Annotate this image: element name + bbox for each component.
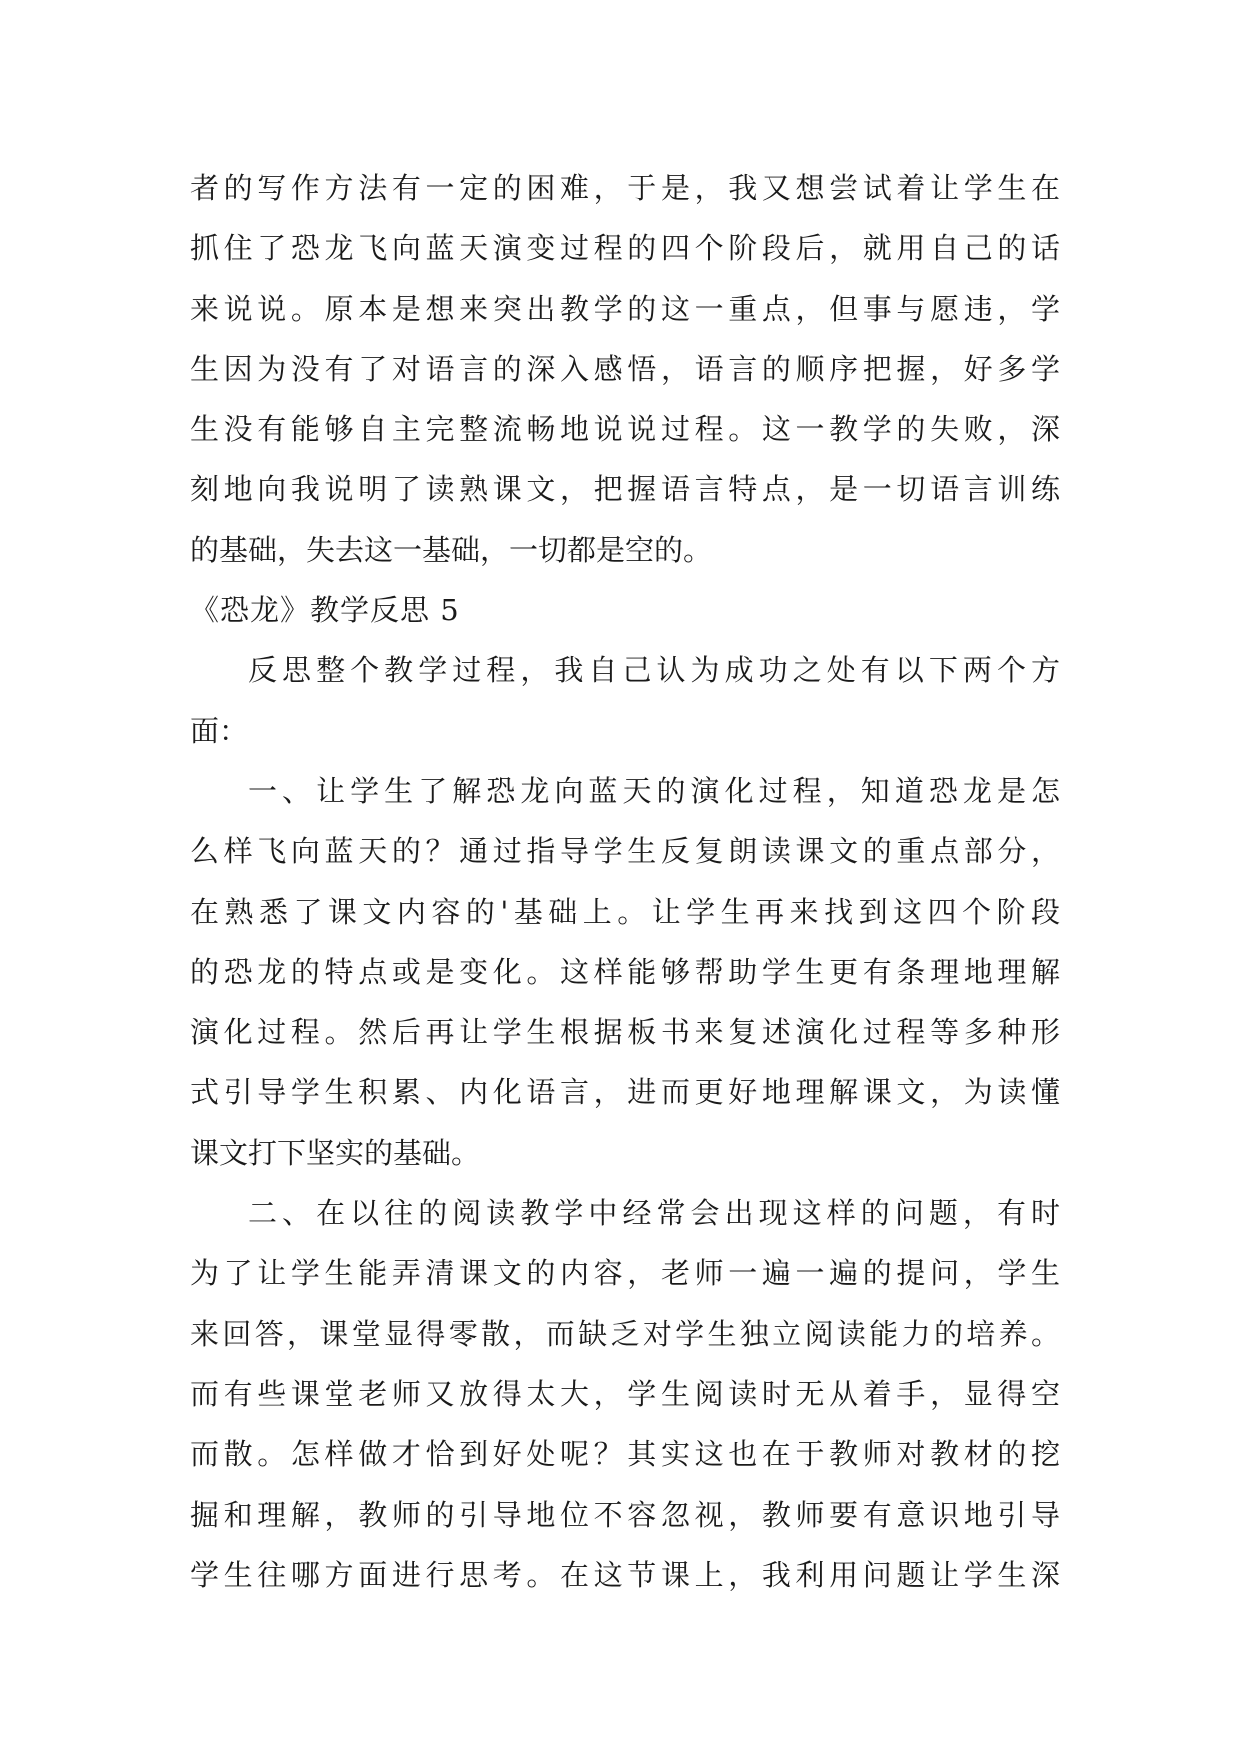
text-line: 面： <box>190 713 249 748</box>
text-line: 刻地向我说明了读熟课文，把握语言特点，是一切语言训练 <box>190 472 1060 507</box>
text-line: 而散。怎样做才恰到好处呢？其实这也在于教师对教材的挖 <box>190 1437 1060 1472</box>
text-line: 式引导学生积累、内化语言，进而更好地理解课文，为读懂 <box>190 1075 1060 1110</box>
text-line: 二、在以往的阅读教学中经常会出现这样的问题，有时 <box>248 1196 1060 1231</box>
text-line: 演化过程。然后再让学生根据板书来复述演化过程等多种形 <box>190 1015 1060 1050</box>
text-line: 的基础，失去这一基础，一切都是空的。 <box>190 532 713 567</box>
text-line: 一、让学生了解恐龙向蓝天的演化过程，知道恐龙是怎 <box>248 773 1060 808</box>
text-line: 生因为没有了对语言的深入感悟，语言的顺序把握，好多学 <box>190 351 1060 386</box>
text-line: 来说说。原本是想来突出教学的这一重点，但事与愿违，学 <box>190 291 1060 326</box>
text-line: 么样飞向蓝天的？通过指导学生反复朗读课文的重点部分， <box>190 834 1060 869</box>
section-heading: 《恐龙》教学反思 5 <box>190 593 460 628</box>
text-line: 反思整个教学过程，我自己认为成功之处有以下两个方 <box>248 653 1060 688</box>
text-line: 课文打下坚实的基础。 <box>190 1135 481 1170</box>
text-line: 生没有能够自主完整流畅地说说过程。这一教学的失败，深 <box>190 412 1060 447</box>
text-line: 而有些课堂老师又放得太大，学生阅读时无从着手，显得空 <box>190 1376 1060 1411</box>
text-line: 来回答，课堂显得零散，而缺乏对学生独立阅读能力的培养。 <box>190 1316 1060 1351</box>
text-line: 在熟悉了课文内容的'基础上。让学生再来找到这四个阶段 <box>190 894 1060 929</box>
text-line: 为了让学生能弄清课文的内容，老师一遍一遍的提问，学生 <box>190 1256 1060 1291</box>
text-line: 的恐龙的特点或是变化。这样能够帮助学生更有条理地理解 <box>190 954 1060 989</box>
text-line: 掘和理解，教师的引导地位不容忽视，教师要有意识地引导 <box>190 1497 1060 1532</box>
text-line: 学生往哪方面进行思考。在这节课上，我利用问题让学生深 <box>190 1557 1060 1592</box>
text-line: 者的写作方法有一定的困难，于是，我又想尝试着让学生在 <box>190 171 1060 205</box>
document-body <box>190 158 1060 1605</box>
text-line: 抓住了恐龙飞向蓝天演变过程的四个阶段后，就用自己的话 <box>190 231 1060 266</box>
